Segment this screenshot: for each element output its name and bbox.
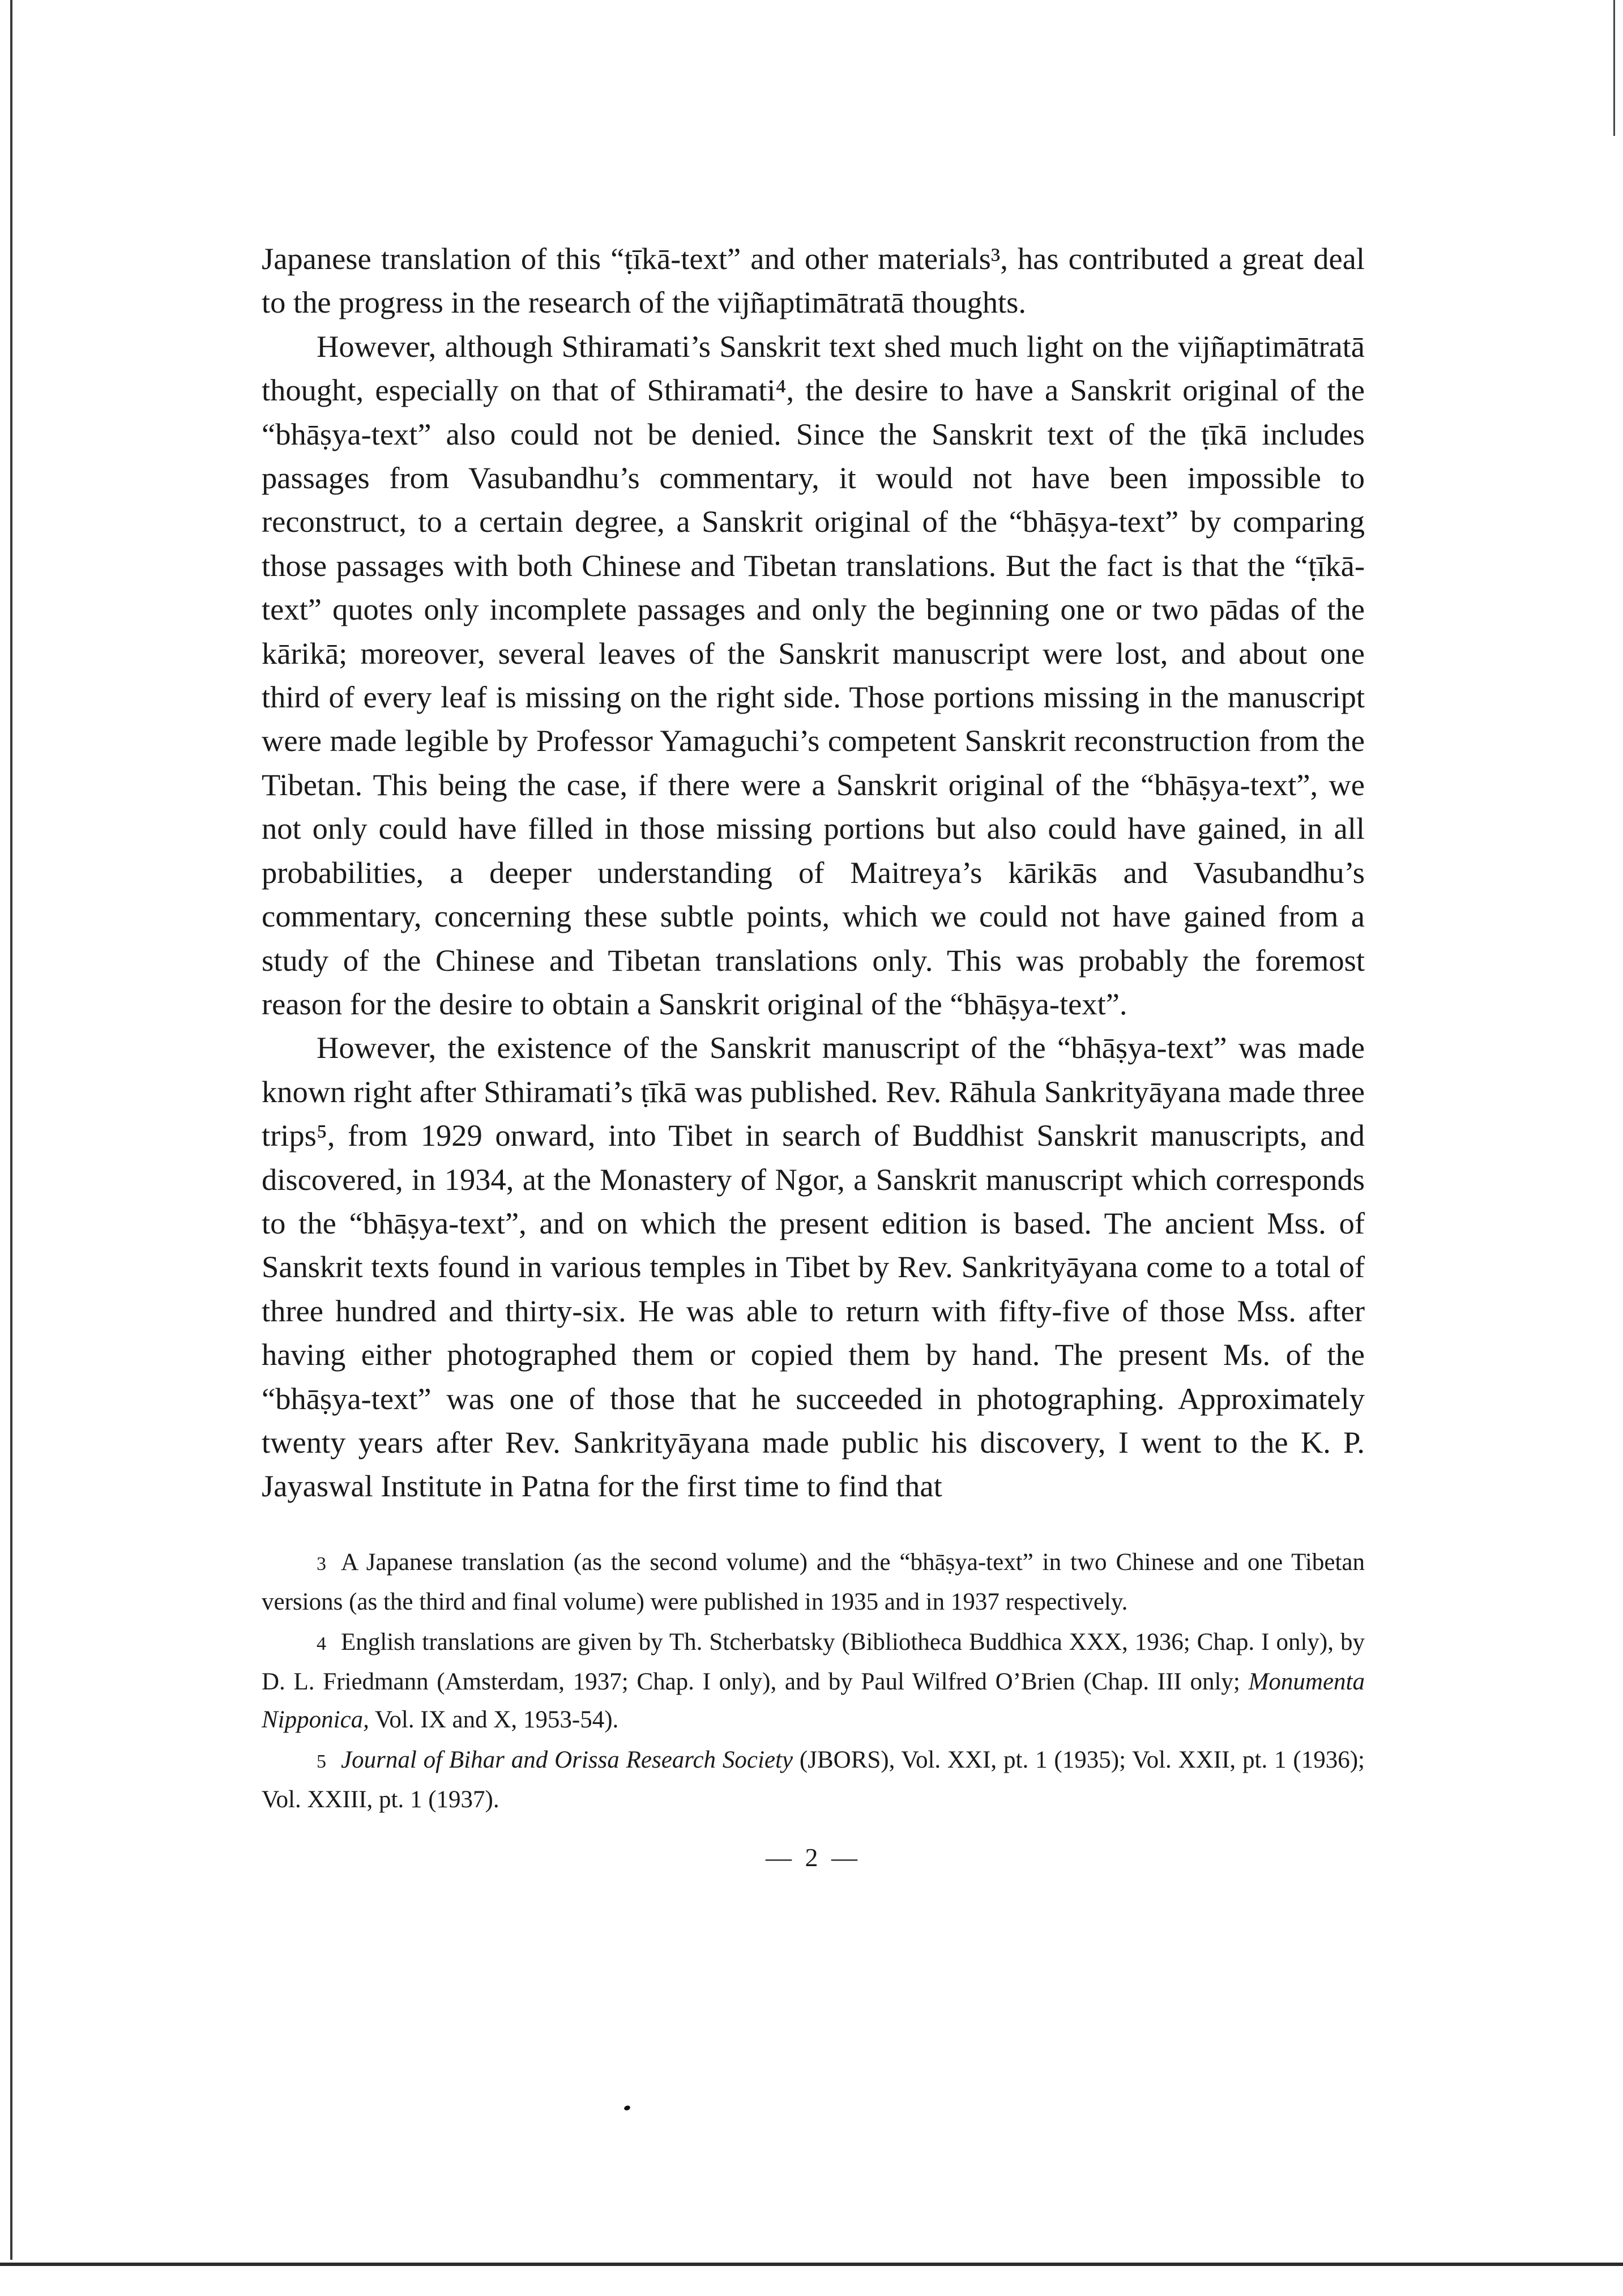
scan-bottom-edge xyxy=(0,2263,1623,2266)
footnote-journal-title: Monumenta Nipponica, xyxy=(262,1668,1365,1733)
document-page xyxy=(262,237,1365,1872)
paragraph-3: However, the existence of the Sanskrit manuscript of the “bhāṣya-text” was made known right after Sthiramati’s ṭīkā was published. Rev. Rāhula Sankrityāyana made three trips⁵, from 1929 onward, into Tibet in search of Buddhist Sanskrit manuscripts, and discovered, in 1934, at the Monastery of Ngor, a Sanskrit manuscript which corresponds to the “bhāṣya-text”, and on which the present edition is based. The ancient Mss. of Sanskrit texts found in various temples in Tibet by Rev. Sankrityāyana come to a total of three hundred and thirty-six. He was able to return with fifty-five of those Mss. after having either photographed them or copied them by hand. The present Ms. of the “bhāṣya-text” was one of those that he succeeded in photographing. Approximately twenty years after Rev. Sankrityāyana made public his discovery, I went to the K. P. Jayaswal Institute in Patna for the first time to find that xyxy=(262,1030,1365,1504)
footnote-5 xyxy=(262,1741,1365,1819)
paragraph-2: However, although Sthiramati’s Sanskrit text shed much light on the vijñaptimātratā thought, especially on that of Sthiramati⁴, the desire to have a Sanskrit original of the “bhāṣya-text” also could not be denied. Since the Sanskrit text of the ṭīkā includes passages from Vasubandhu’s commentary, it would not have been impossible to reconstruct, to a certain degree, a Sanskrit original of the “bhāṣya-text” by comparing those passages with both Chinese and Tibetan translations. But the fact is that the “ṭīkā-text” quotes only incomplete passages and only the beginning one or two pādas of the kārikā; moreover, several leaves of the Sanskrit manuscript were lost, and about one third of every leaf is missing on the right side. Those portions missing in the manuscript were made legible by Professor Yamaguchi’s competent Sanskrit reconstruction from the Tibetan. This being the case, if there were a Sanskrit original of the “bhāṣya-text”, we not only could have filled in those missing portions but also could have gained, in all probabilities, a deeper understanding of Maitreya’s kārikās and Vasubandhu’s commentary, concerning these subtle points, which we could not have gained from a study of the Chinese and Tibetan translations only. This was probably the foremost reason for the desire to obtain a Sanskrit original of the “bhāṣya-text”. xyxy=(262,328,1365,1021)
footnote-number: 4 xyxy=(317,1633,326,1654)
footnote-3 xyxy=(262,1543,1365,1621)
footnote-number: 3 xyxy=(317,1553,326,1574)
footnote-text: Vol. IX and X, 1953-54). xyxy=(374,1706,619,1733)
footnote-number: 5 xyxy=(317,1751,326,1772)
scan-right-edge xyxy=(1613,0,1615,136)
footnote-journal-title: Journal of Bihar and Orissa Research Society xyxy=(341,1746,793,1773)
scan-left-edge xyxy=(10,0,12,2260)
footnote-text: English translations are given by Th. Stcherbatsky (Bibliotheca Buddhica XXX, 1936; Chap. I only), by D. L. Friedmann (Amsterdam, 1937; Chap. I only), and by Paul Wilfred O’Brien (Chap. III only; xyxy=(262,1628,1365,1695)
ink-speck xyxy=(623,2105,631,2111)
footnote-text: (JBORS), Vol. XXI, pt. 1 (1935); Vol. XXII, pt. 1 (1936); Vol. XXIII, pt. 1 (1937). xyxy=(262,1746,1365,1813)
page-number: — 2 — xyxy=(766,1842,861,1872)
footnotes xyxy=(262,1543,1365,1819)
footnote-text: A Japanese translation (as the second volume) and the “bhāṣya-text” in two Chinese and one Tibetan versions (as the third and final volume) were published in 1935 and in 1937 respectively. xyxy=(262,1548,1365,1615)
paragraph-1: Japanese translation of this “ṭīkā-text” and other materials³, has contributed a great deal to the progress in the research of the vijñaptimātratā thoughts. xyxy=(262,241,1365,320)
footnote-4 xyxy=(262,1623,1365,1739)
